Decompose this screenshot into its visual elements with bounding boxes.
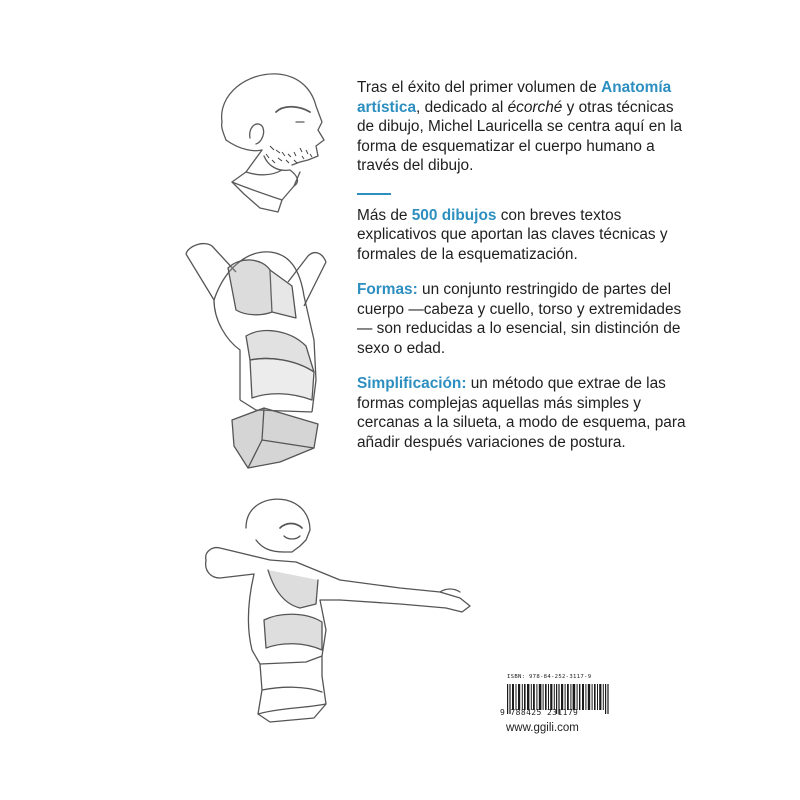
torso-sketch	[186, 244, 326, 468]
drawings-paragraph	[357, 206, 687, 265]
book-title-highlight: Anatomía artística	[357, 79, 672, 116]
simplificacion-heading: Simplificación:	[357, 375, 467, 392]
ecorche-term: écorché	[507, 98, 563, 116]
barcode-digits: 9 788425 231179	[500, 708, 579, 717]
head-neck-sketch	[222, 74, 324, 212]
cover-text	[357, 78, 687, 452]
formas-heading: Formas:	[357, 281, 418, 298]
drawings-text-2: con breves textos explicativos que aportan las claves técnicas y formales de la esquematización.	[357, 206, 668, 263]
intro-text-3: y otras técnicas de dibujo, Michel Lauricella se centra aquí en la forma de esquematizar el cuerpo humano a través del dibujo.	[357, 98, 683, 174]
figure-arm-sketch	[206, 499, 470, 722]
isbn-label: ISBN: 978-84-252-3117-9	[507, 674, 592, 680]
simplificacion-paragraph	[357, 374, 687, 452]
formas-paragraph	[357, 280, 687, 358]
simplificacion-text: un método que extrae de las formas complejas aquellas más simples y cercanas a la silueta, a modo de esquema, para añadir después variaciones de postura.	[357, 375, 686, 451]
intro-text-2: , dedicado al	[416, 98, 508, 116]
intro-paragraph	[357, 78, 687, 176]
accent-divider	[357, 193, 391, 195]
drawings-count-highlight: 500 dibujos	[411, 206, 497, 224]
drawings-text-1: Más de	[357, 206, 412, 224]
publisher-website: www.ggili.com	[506, 722, 579, 734]
formas-text: un conjunto restringido de partes del cuerpo —cabeza y cuello, torso y extremidades— son reducidas a lo esencial, sin distinción de sexo o edad.	[357, 281, 682, 357]
intro-text-1: Tras el éxito del primer volumen de	[357, 79, 602, 96]
